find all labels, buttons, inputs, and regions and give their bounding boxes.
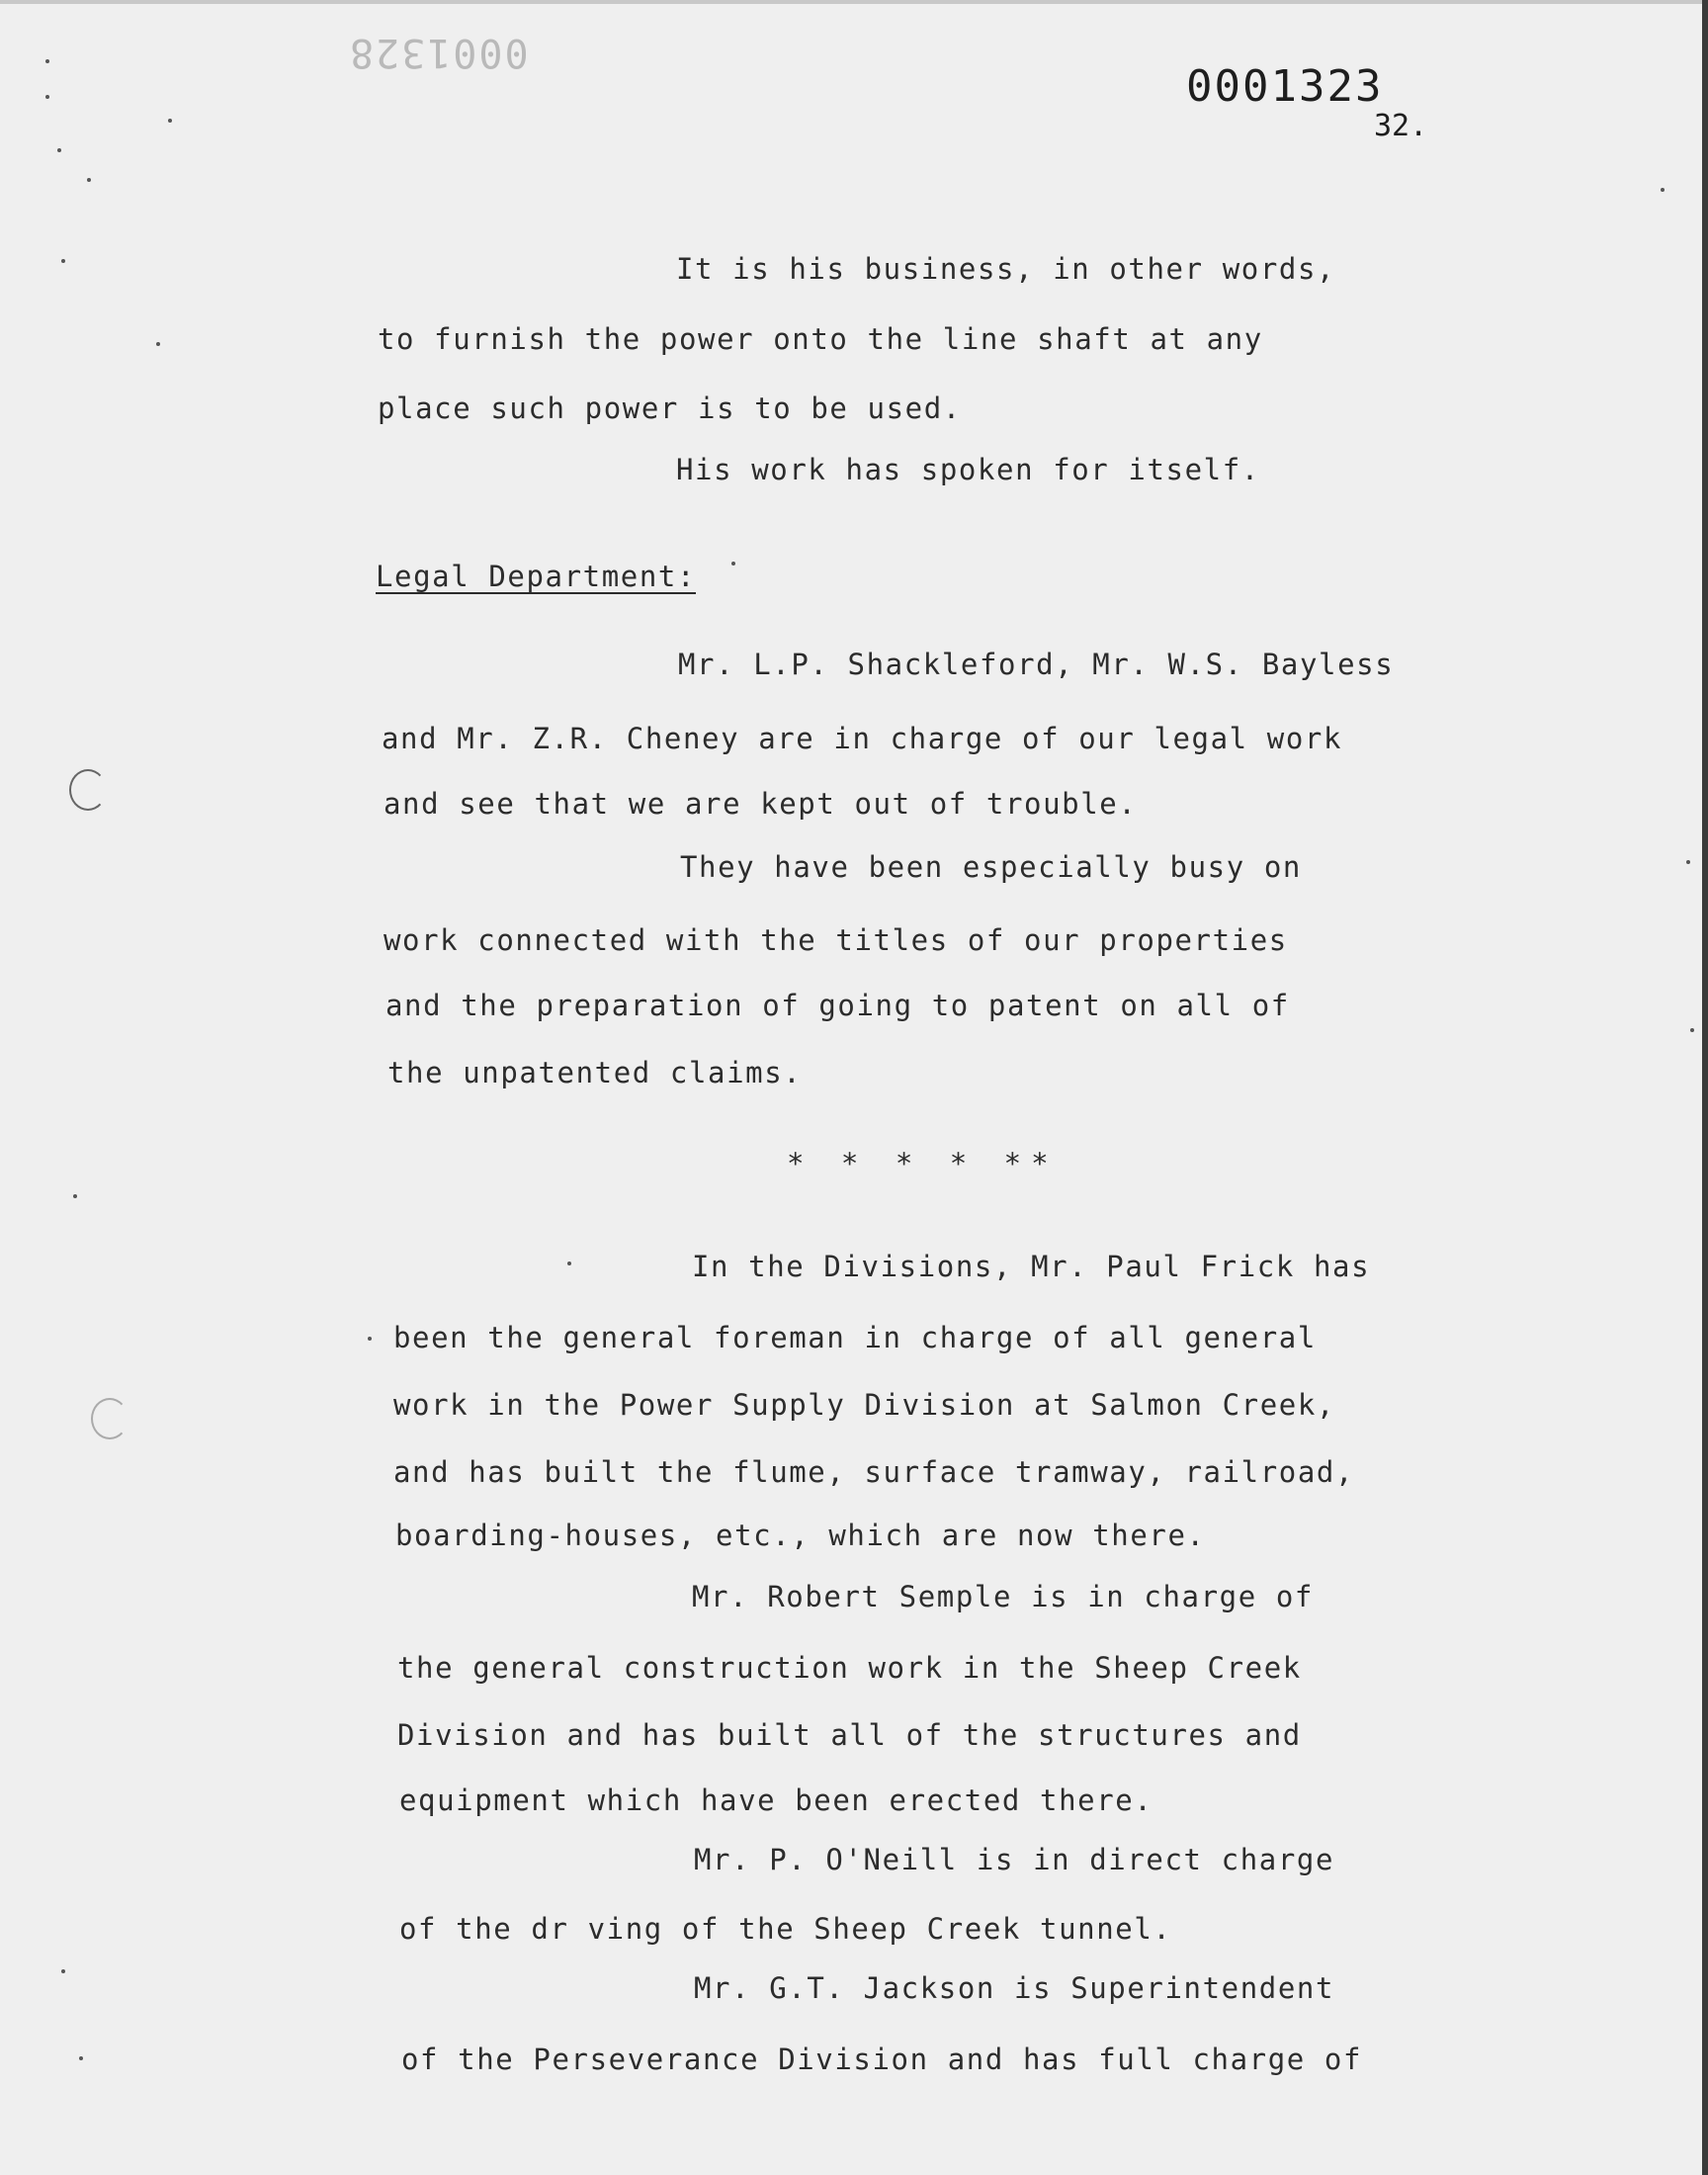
punch-hole-mark	[69, 769, 107, 811]
text-line: It is his business, in other words,	[676, 252, 1336, 286]
text-line: been the general foreman in charge of all general	[393, 1321, 1317, 1354]
scan-speck	[87, 178, 91, 182]
text-line: work in the Power Supply Division at Salmon Creek,	[393, 1388, 1335, 1422]
text-line: and Mr. Z.R. Cheney are in charge of our legal work	[382, 722, 1343, 755]
scan-speck	[368, 1337, 372, 1341]
bleed-through-number: 0001328	[348, 30, 529, 75]
scan-speck	[1686, 860, 1690, 864]
text-line: Mr. L.P. Shackleford, Mr. W.S. Bayless	[678, 648, 1395, 681]
text-line: They have been especially busy on	[680, 850, 1302, 884]
punch-hole-mark	[91, 1398, 128, 1439]
page-number: 32.	[1374, 109, 1428, 143]
text-line: and see that we are kept out of trouble.	[384, 787, 1138, 821]
scan-speck	[57, 148, 61, 152]
text-line: His work has spoken for itself.	[676, 453, 1260, 486]
text-line: equipment which have been erected there.	[399, 1784, 1153, 1817]
text-line: of the dr ving of the Sheep Creek tunnel.	[399, 1912, 1172, 1946]
section-heading: Legal Department:	[376, 560, 697, 593]
scan-speck	[61, 1969, 65, 1973]
text-line: the unpatented claims.	[387, 1056, 803, 1089]
scan-speck	[731, 562, 735, 566]
text-line: Mr. Robert Semple is in charge of	[692, 1580, 1314, 1613]
page-top-edge	[0, 0, 1708, 4]
text-line: Mr. G.T. Jackson is Superintendent	[694, 1971, 1335, 2005]
scan-speck	[73, 1194, 77, 1198]
text-line: and has built the flume, surface tramway, railroad,	[393, 1455, 1355, 1489]
page-right-edge	[1702, 0, 1708, 2175]
text-line: Mr. P. O'Neill is in direct charge	[694, 1843, 1335, 1876]
text-line: of the Perseverance Division and has full charge of	[401, 2043, 1363, 2076]
scan-speck	[567, 1262, 571, 1265]
document-number: 0001323	[1186, 61, 1384, 112]
text-line: Division and has built all of the structures and	[397, 1718, 1302, 1752]
text-line: place such power is to be used.	[378, 392, 962, 425]
text-line: boarding-houses, etc., which are now there.	[395, 1519, 1206, 1552]
text-line: work connected with the titles of our properties	[384, 923, 1288, 957]
scan-speck	[1690, 1028, 1694, 1032]
text-line: and the preparation of going to patent on all of	[385, 989, 1290, 1022]
text-line: the general construction work in the Sheep Creek	[397, 1651, 1302, 1685]
section-separator: * * * * **	[787, 1147, 1059, 1180]
text-line: In the Divisions, Mr. Paul Frick has	[692, 1250, 1371, 1283]
scan-speck	[45, 59, 49, 63]
scan-speck	[156, 342, 160, 346]
text-line: to furnish the power onto the line shaft at any	[378, 322, 1263, 356]
scan-speck	[61, 259, 65, 263]
scan-speck	[79, 2056, 83, 2060]
scan-speck	[1661, 188, 1665, 192]
scan-speck	[45, 95, 49, 99]
scan-speck	[168, 119, 172, 123]
